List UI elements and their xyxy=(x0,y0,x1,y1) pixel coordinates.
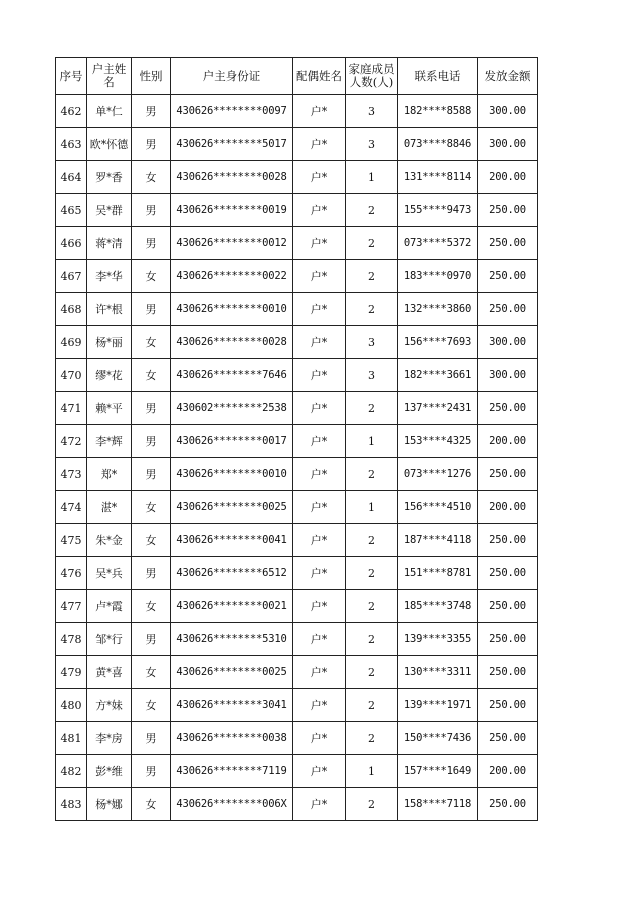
cell-id-number: 430626********0022 xyxy=(171,260,293,293)
cell-phone: 182****8588 xyxy=(398,95,478,128)
cell-householder-name: 欧*怀德 xyxy=(87,128,132,161)
distribution-table xyxy=(55,57,538,821)
cell-gender: 女 xyxy=(132,491,171,524)
cell-family-size: 3 xyxy=(346,326,398,359)
cell-phone: 156****4510 xyxy=(398,491,478,524)
cell-family-size: 1 xyxy=(346,425,398,458)
cell-phone: 073****8846 xyxy=(398,128,478,161)
table-row xyxy=(56,128,538,161)
cell-spouse-name: 户* xyxy=(293,623,346,656)
header-phone: 联系电话 xyxy=(398,58,478,95)
cell-phone: 156****7693 xyxy=(398,326,478,359)
cell-family-size: 2 xyxy=(346,788,398,821)
cell-spouse-name: 户* xyxy=(293,293,346,326)
cell-serial-number: 483 xyxy=(56,788,87,821)
table-row xyxy=(56,227,538,260)
cell-spouse-name: 户* xyxy=(293,491,346,524)
cell-spouse-name: 户* xyxy=(293,656,346,689)
cell-householder-name: 赖*平 xyxy=(87,392,132,425)
cell-phone: 131****8114 xyxy=(398,161,478,194)
cell-serial-number: 472 xyxy=(56,425,87,458)
cell-gender: 男 xyxy=(132,95,171,128)
cell-serial-number: 465 xyxy=(56,194,87,227)
table-row xyxy=(56,755,538,788)
cell-gender: 女 xyxy=(132,788,171,821)
cell-amount: 250.00 xyxy=(478,656,538,689)
cell-householder-name: 缪*花 xyxy=(87,359,132,392)
header-gender: 性别 xyxy=(132,58,171,95)
cell-id-number: 430626********3041 xyxy=(171,689,293,722)
cell-phone: 130****3311 xyxy=(398,656,478,689)
cell-serial-number: 475 xyxy=(56,524,87,557)
cell-id-number: 430626********5310 xyxy=(171,623,293,656)
cell-gender: 男 xyxy=(132,194,171,227)
cell-gender: 男 xyxy=(132,392,171,425)
table-row xyxy=(56,524,538,557)
table-row xyxy=(56,95,538,128)
cell-gender: 女 xyxy=(132,359,171,392)
cell-serial-number: 470 xyxy=(56,359,87,392)
cell-householder-name: 卢*霞 xyxy=(87,590,132,623)
header-serial-number: 序号 xyxy=(56,58,87,95)
cell-id-number: 430626********0012 xyxy=(171,227,293,260)
header-amount: 发放金额 xyxy=(478,58,538,95)
cell-gender: 男 xyxy=(132,623,171,656)
cell-phone: 158****7118 xyxy=(398,788,478,821)
cell-phone: 073****5372 xyxy=(398,227,478,260)
cell-serial-number: 471 xyxy=(56,392,87,425)
cell-id-number: 430626********0028 xyxy=(171,326,293,359)
cell-id-number: 430626********0028 xyxy=(171,161,293,194)
cell-phone: 157****1649 xyxy=(398,755,478,788)
cell-serial-number: 479 xyxy=(56,656,87,689)
cell-serial-number: 477 xyxy=(56,590,87,623)
cell-gender: 女 xyxy=(132,689,171,722)
cell-householder-name: 许*根 xyxy=(87,293,132,326)
cell-family-size: 3 xyxy=(346,359,398,392)
table-row xyxy=(56,359,538,392)
cell-phone: 185****3748 xyxy=(398,590,478,623)
cell-id-number: 430626********6512 xyxy=(171,557,293,590)
cell-spouse-name: 户* xyxy=(293,95,346,128)
cell-householder-name: 湛* xyxy=(87,491,132,524)
cell-phone: 139****3355 xyxy=(398,623,478,656)
cell-family-size: 1 xyxy=(346,755,398,788)
cell-family-size: 2 xyxy=(346,557,398,590)
cell-phone: 139****1971 xyxy=(398,689,478,722)
cell-serial-number: 474 xyxy=(56,491,87,524)
cell-family-size: 3 xyxy=(346,128,398,161)
cell-gender: 男 xyxy=(132,425,171,458)
cell-amount: 250.00 xyxy=(478,722,538,755)
cell-id-number: 430626********0021 xyxy=(171,590,293,623)
cell-id-number: 430626********5017 xyxy=(171,128,293,161)
cell-amount: 300.00 xyxy=(478,359,538,392)
cell-gender: 男 xyxy=(132,293,171,326)
cell-phone: 155****9473 xyxy=(398,194,478,227)
cell-amount: 250.00 xyxy=(478,623,538,656)
cell-gender: 男 xyxy=(132,128,171,161)
cell-householder-name: 李*房 xyxy=(87,722,132,755)
cell-family-size: 2 xyxy=(346,293,398,326)
cell-householder-name: 彭*维 xyxy=(87,755,132,788)
cell-phone: 187****4118 xyxy=(398,524,478,557)
cell-serial-number: 469 xyxy=(56,326,87,359)
cell-id-number: 430626********0010 xyxy=(171,458,293,491)
cell-spouse-name: 户* xyxy=(293,557,346,590)
table-row xyxy=(56,788,538,821)
cell-serial-number: 467 xyxy=(56,260,87,293)
cell-spouse-name: 户* xyxy=(293,194,346,227)
cell-phone: 183****0970 xyxy=(398,260,478,293)
cell-id-number: 430626********7119 xyxy=(171,755,293,788)
cell-serial-number: 476 xyxy=(56,557,87,590)
cell-phone: 132****3860 xyxy=(398,293,478,326)
cell-gender: 男 xyxy=(132,458,171,491)
table-body xyxy=(56,95,538,821)
cell-spouse-name: 户* xyxy=(293,689,346,722)
cell-gender: 男 xyxy=(132,227,171,260)
cell-amount: 250.00 xyxy=(478,392,538,425)
cell-householder-name: 蒋*清 xyxy=(87,227,132,260)
cell-spouse-name: 户* xyxy=(293,161,346,194)
table-row xyxy=(56,161,538,194)
cell-spouse-name: 户* xyxy=(293,755,346,788)
cell-id-number: 430626********0041 xyxy=(171,524,293,557)
cell-spouse-name: 户* xyxy=(293,425,346,458)
cell-gender: 女 xyxy=(132,326,171,359)
cell-family-size: 2 xyxy=(346,524,398,557)
cell-id-number: 430626********0038 xyxy=(171,722,293,755)
cell-phone: 151****8781 xyxy=(398,557,478,590)
cell-amount: 250.00 xyxy=(478,524,538,557)
cell-amount: 250.00 xyxy=(478,788,538,821)
table-row xyxy=(56,689,538,722)
cell-householder-name: 郑* xyxy=(87,458,132,491)
cell-family-size: 2 xyxy=(346,623,398,656)
cell-amount: 250.00 xyxy=(478,689,538,722)
cell-householder-name: 黄*喜 xyxy=(87,656,132,689)
cell-gender: 男 xyxy=(132,557,171,590)
cell-spouse-name: 户* xyxy=(293,227,346,260)
cell-id-number: 430626********0017 xyxy=(171,425,293,458)
cell-amount: 200.00 xyxy=(478,425,538,458)
table-row xyxy=(56,491,538,524)
cell-spouse-name: 户* xyxy=(293,392,346,425)
cell-serial-number: 462 xyxy=(56,95,87,128)
cell-amount: 250.00 xyxy=(478,458,538,491)
table-row xyxy=(56,326,538,359)
cell-family-size: 1 xyxy=(346,491,398,524)
cell-id-number: 430626********0025 xyxy=(171,491,293,524)
cell-householder-name: 杨*丽 xyxy=(87,326,132,359)
cell-gender: 女 xyxy=(132,524,171,557)
cell-family-size: 2 xyxy=(346,194,398,227)
cell-phone: 137****2431 xyxy=(398,392,478,425)
cell-family-size: 2 xyxy=(346,590,398,623)
cell-id-number: 430626********0010 xyxy=(171,293,293,326)
cell-id-number: 430602********2538 xyxy=(171,392,293,425)
cell-phone: 182****3661 xyxy=(398,359,478,392)
cell-amount: 200.00 xyxy=(478,755,538,788)
cell-serial-number: 468 xyxy=(56,293,87,326)
table-row xyxy=(56,425,538,458)
header-family-size: 家庭成员人数(人) xyxy=(346,58,398,95)
cell-spouse-name: 户* xyxy=(293,458,346,491)
table-row xyxy=(56,293,538,326)
cell-householder-name: 李*华 xyxy=(87,260,132,293)
cell-amount: 250.00 xyxy=(478,557,538,590)
cell-amount: 300.00 xyxy=(478,95,538,128)
cell-serial-number: 482 xyxy=(56,755,87,788)
cell-serial-number: 463 xyxy=(56,128,87,161)
cell-gender: 男 xyxy=(132,722,171,755)
cell-id-number: 430626********006X xyxy=(171,788,293,821)
cell-serial-number: 466 xyxy=(56,227,87,260)
cell-phone: 073****1276 xyxy=(398,458,478,491)
cell-householder-name: 吴*群 xyxy=(87,194,132,227)
table-row xyxy=(56,590,538,623)
cell-spouse-name: 户* xyxy=(293,326,346,359)
cell-householder-name: 吴*兵 xyxy=(87,557,132,590)
cell-phone: 153****4325 xyxy=(398,425,478,458)
cell-family-size: 2 xyxy=(346,260,398,293)
cell-id-number: 430626********7646 xyxy=(171,359,293,392)
cell-householder-name: 朱*金 xyxy=(87,524,132,557)
table-row xyxy=(56,194,538,227)
cell-serial-number: 481 xyxy=(56,722,87,755)
cell-serial-number: 473 xyxy=(56,458,87,491)
cell-householder-name: 邹*行 xyxy=(87,623,132,656)
cell-spouse-name: 户* xyxy=(293,590,346,623)
cell-amount: 300.00 xyxy=(478,128,538,161)
table-row xyxy=(56,656,538,689)
cell-householder-name: 方*妹 xyxy=(87,689,132,722)
cell-id-number: 430626********0019 xyxy=(171,194,293,227)
cell-family-size: 3 xyxy=(346,95,398,128)
cell-gender: 女 xyxy=(132,161,171,194)
cell-phone: 150****7436 xyxy=(398,722,478,755)
header-id-number: 户主身份证 xyxy=(171,58,293,95)
cell-serial-number: 478 xyxy=(56,623,87,656)
cell-householder-name: 李*辉 xyxy=(87,425,132,458)
cell-spouse-name: 户* xyxy=(293,128,346,161)
cell-amount: 250.00 xyxy=(478,194,538,227)
cell-family-size: 2 xyxy=(346,227,398,260)
cell-family-size: 2 xyxy=(346,656,398,689)
cell-amount: 250.00 xyxy=(478,293,538,326)
cell-gender: 女 xyxy=(132,260,171,293)
cell-family-size: 2 xyxy=(346,392,398,425)
table-row xyxy=(56,458,538,491)
cell-amount: 250.00 xyxy=(478,590,538,623)
cell-spouse-name: 户* xyxy=(293,788,346,821)
cell-amount: 200.00 xyxy=(478,161,538,194)
table-row xyxy=(56,722,538,755)
header-spouse-name: 配偶姓名 xyxy=(293,58,346,95)
header-householder-name: 户主姓名 xyxy=(87,58,132,95)
header-row xyxy=(56,58,538,95)
cell-householder-name: 杨*娜 xyxy=(87,788,132,821)
cell-serial-number: 480 xyxy=(56,689,87,722)
cell-spouse-name: 户* xyxy=(293,260,346,293)
table-row xyxy=(56,623,538,656)
table-row xyxy=(56,557,538,590)
cell-householder-name: 单*仁 xyxy=(87,95,132,128)
cell-amount: 250.00 xyxy=(478,260,538,293)
cell-family-size: 2 xyxy=(346,458,398,491)
cell-family-size: 2 xyxy=(346,689,398,722)
cell-amount: 250.00 xyxy=(478,227,538,260)
cell-spouse-name: 户* xyxy=(293,722,346,755)
cell-householder-name: 罗*香 xyxy=(87,161,132,194)
cell-id-number: 430626********0097 xyxy=(171,95,293,128)
cell-family-size: 2 xyxy=(346,722,398,755)
table-row xyxy=(56,392,538,425)
cell-spouse-name: 户* xyxy=(293,359,346,392)
cell-amount: 200.00 xyxy=(478,491,538,524)
cell-gender: 女 xyxy=(132,590,171,623)
cell-amount: 300.00 xyxy=(478,326,538,359)
cell-family-size: 1 xyxy=(346,161,398,194)
cell-id-number: 430626********0025 xyxy=(171,656,293,689)
cell-gender: 男 xyxy=(132,755,171,788)
table-row xyxy=(56,260,538,293)
cell-serial-number: 464 xyxy=(56,161,87,194)
cell-spouse-name: 户* xyxy=(293,524,346,557)
cell-gender: 女 xyxy=(132,656,171,689)
